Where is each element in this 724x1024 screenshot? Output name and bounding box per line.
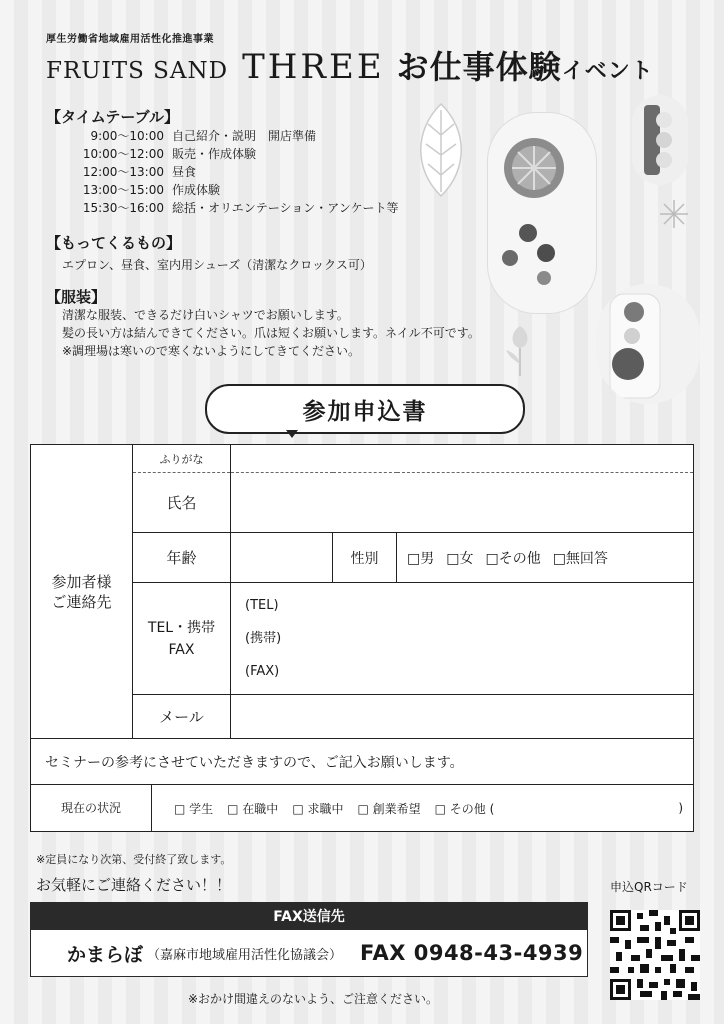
sponsor-text: 厚生労働省地域雇用活性化推進事業 [46,34,214,45]
capacity-note: ※定員になり次第、受付終了致します。 [36,853,232,866]
timetable-row [62,145,399,163]
contact-label: TEL・携帯 FAX [133,583,231,695]
name-field[interactable] [231,473,694,533]
dress-line: 髪の長い方は結んできてください。爪は短くお願いします。ネイル不可です。 [62,326,480,340]
contact-prompt: お気軽にご連絡ください！！ [36,876,232,894]
tulip-illustration [500,318,540,378]
strawberry-sandwich-photo [596,284,700,404]
brand-three: THREE [242,47,385,87]
timetable-row [62,199,399,217]
timetable-time: 13:00〜15:00 [82,183,164,197]
qr-code-icon[interactable] [610,910,700,1000]
tel-line: (TEL) [245,598,279,613]
timetable-activity: 昼食 [172,165,197,179]
belongings-heading: 【もってくるもの】 [46,234,182,252]
belongings-text: エプロン、昼食、室内用シューズ（清潔なクロックス可） [62,258,372,272]
bubble-tail [286,430,298,438]
seminar-note: セミナーの参考にさせていただきますので、ご記入お願いします。 [31,739,694,785]
age-label: 年齢 [133,533,231,583]
event-title-sub: イベント [561,59,654,84]
age-field[interactable] [231,533,333,583]
fruit-sandwich-photo-small [632,95,688,185]
contact-field[interactable] [231,583,694,695]
timetable-activity: 販売・作成体験 [172,147,257,161]
status-option-other[interactable]: □ その他 ( [434,801,495,816]
qr-label: 申込QRコード [610,880,688,894]
timetable-row [62,181,399,199]
event-title [397,42,654,88]
caution-note: ※おかけ間違えのないよう、ご注意ください。 [188,992,439,1006]
status-option-student[interactable]: □ 学生 [174,801,214,816]
dress-heading: 【服装】 [46,288,107,306]
fruit-sandwich-photo [488,113,596,313]
email-field[interactable] [231,695,694,739]
furigana-field[interactable] [231,445,694,473]
org-name: かまらぼ [67,943,144,966]
fax-destination [30,930,588,977]
fax-number: FAX 0948-43-4939 [360,941,584,965]
status-option-startup[interactable]: □ 創業希望 [357,801,421,816]
status-label: 現在の状況 [31,785,152,831]
dress-text [62,306,480,360]
event-title-main: お仕事体験 [396,48,562,86]
contact-section-label: 参加者様 ご連絡先 [31,445,133,739]
gender-option-other[interactable]: □その他 [485,550,541,567]
gender-field [397,533,694,583]
fax-heading: FAX送信先 [30,902,588,930]
status-close-paren: ) [678,801,683,815]
fax-line: (FAX) [245,664,280,679]
timetable [62,127,399,217]
gender-option-female[interactable]: □女 [446,550,474,567]
timetable-time: 10:00〜12:00 [82,147,164,161]
timetable-row [62,163,399,181]
timetable-activity: 自己紹介・説明 開店準備 [172,129,317,143]
status-row [31,785,694,832]
timetable-time: 9:00〜10:00 [90,129,164,143]
dress-line: 清潔な服装、できるだけ白いシャツでお願いします。 [62,308,349,322]
status-option-job-seeking[interactable]: □ 求職中 [292,801,344,816]
timetable-activity: 総括・オリエンテーション・アンケート等 [172,201,399,215]
furigana-label: ふりがな [133,445,231,473]
name-label: 氏名 [133,473,231,533]
form-title: 参加申込書 [205,384,525,434]
timetable-heading: 【タイムテーブル】 [46,108,180,126]
mobile-line: (携帯) [245,631,282,646]
org-sub: （嘉麻市地域雇用活性化協議会） [147,947,343,963]
brand-fruits: FRUITS SAND [46,58,229,84]
timetable-time: 12:00〜13:00 [82,165,164,179]
dress-line: ※調理場は寒いので寒くないようにしてきてください。 [62,344,361,358]
application-form [30,444,694,832]
page-title [46,42,654,86]
gender-option-male[interactable]: □男 [407,550,435,567]
timetable-row [62,127,399,145]
timetable-activity: 作成体験 [172,183,221,197]
gender-label: 性別 [333,533,397,583]
leaf-illustration [410,100,472,200]
timetable-time: 15:30〜16:00 [82,201,164,215]
email-label: メール [133,695,231,739]
status-option-employed[interactable]: □ 在職中 [227,801,279,816]
sun-doodle-icon [658,198,690,230]
gender-option-no-answer[interactable]: □無回答 [552,550,608,567]
